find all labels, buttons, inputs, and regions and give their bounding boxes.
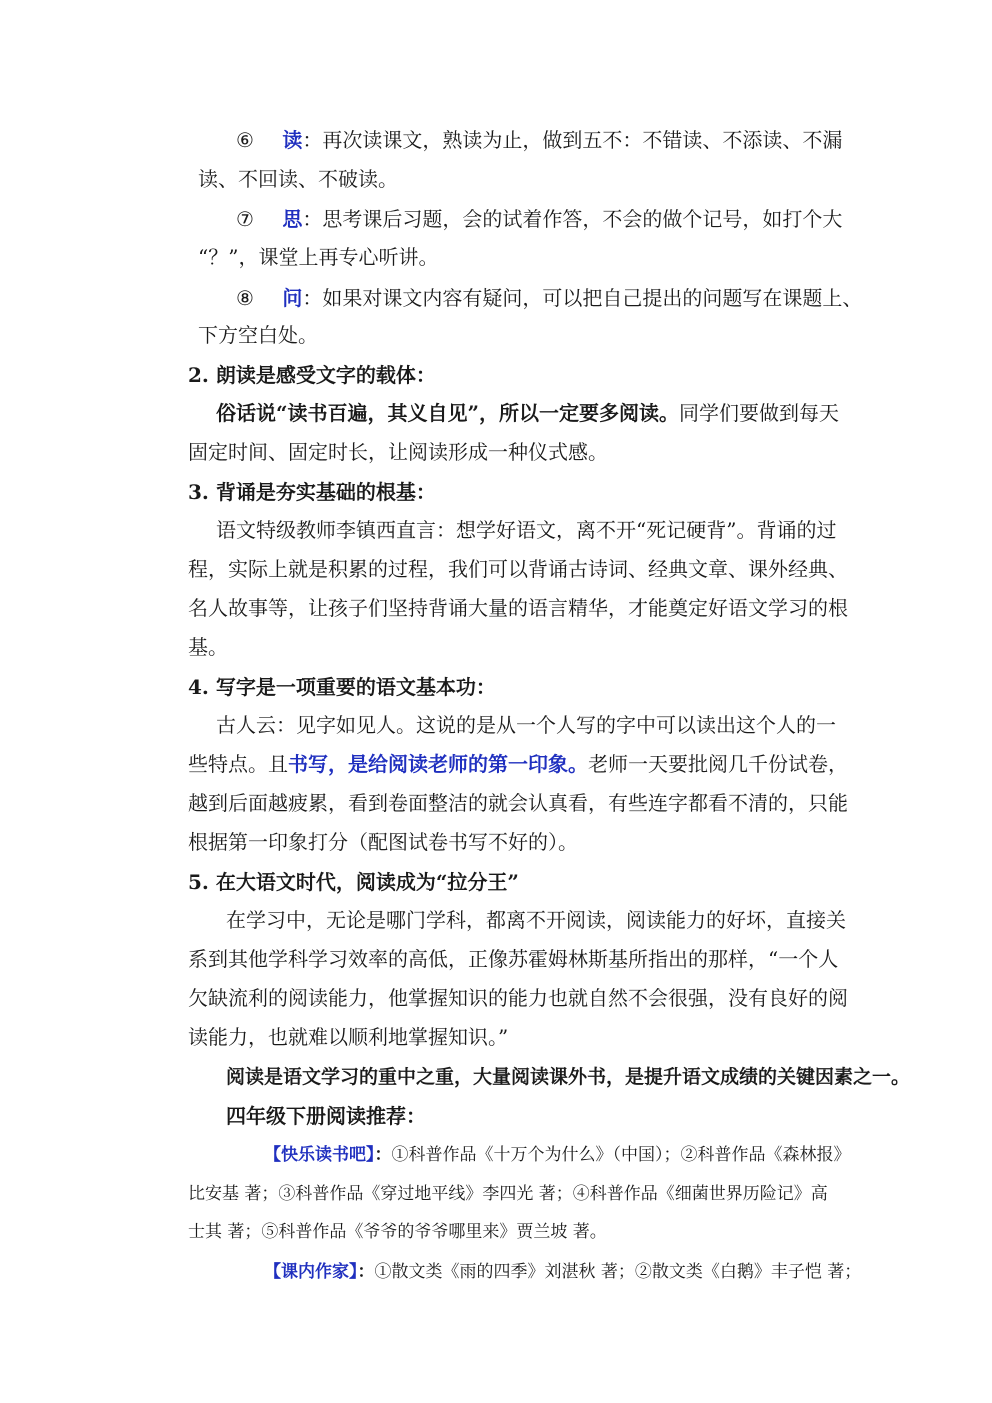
happy-reading-line-3: 士其 著；⑤科普作品《爷爷的爷爷哪里来》贾兰坡 著。: [188, 1222, 607, 1242]
section-5-line-2: 系到其他学科学习效率的高低，正像苏霍姆林斯基所指出的那样，“一个人: [188, 947, 839, 971]
item-6-line-1: ⑥ 读：再次读课文，熟读为止，做到五不：不错读、不添读、不漏: [236, 128, 843, 152]
item-7-keyword: 思: [282, 207, 303, 231]
item-6-line-2: 读、不回读、不破读。: [198, 167, 398, 191]
section-4-heading: 4. 写字是一项重要的语文基本功：: [188, 675, 496, 699]
reading-recommend-heading: 四年级下册阅读推荐：: [226, 1104, 426, 1128]
happy-reading-line-1: 【快乐读书吧】：①科普作品《十万个为什么》（中国）；②科普作品《森林报》: [264, 1145, 851, 1165]
section-5-line-1: 在学习中，无论是哪门学科，都离不开阅读，阅读能力的好坏，直接关: [226, 908, 846, 932]
section-3-line-4: 基。: [188, 635, 228, 659]
item-6-number: ⑥: [236, 128, 254, 152]
item-7-line-1: ⑦ 思：思考课后习题，会的试着作答，不会的做个记号，如打个大: [236, 207, 843, 231]
item-8-line-2: 下方空白处。: [198, 323, 318, 347]
section-3-line-1: 语文特级教师李镇西直言：想学好语文，离不开“死记硬背”。背诵的过: [216, 518, 837, 542]
item-7-text: 思考课后习题，会的试着作答，不会的做个记号，如打个大: [322, 207, 843, 231]
section-5-line-4: 读能力，也就难以顺利地掌握知识。”: [188, 1025, 509, 1049]
item-8-keyword: 问: [282, 286, 303, 310]
section-5-heading: 5. 在大语文时代，阅读成为“拉分王”: [188, 870, 519, 894]
section-5-line-3: 欠缺流利的阅读能力，他掌握知识的能力也就自然不会很强，没有良好的阅: [188, 986, 848, 1010]
section-2-line-1: 俗话说“读书百遍，其义自见”，所以一定要多阅读。同学们要做到每天: [216, 401, 840, 425]
item-8-text: 如果对课文内容有疑问，可以把自己提出的问题写在课题上、: [322, 286, 863, 310]
happy-reading-line-2: 比安基 著；③科普作品《穿过地平线》李四光 著；④科普作品《细菌世界历险记》高: [188, 1184, 828, 1204]
section-5-emphasis: 阅读是语文学习的重中之重，大量阅读课外书，是提升语文成绩的关键因素之一。: [226, 1066, 911, 1088]
item-8-line-1: ⑧ 问：如果对课文内容有疑问，可以把自己提出的问题写在课题上、: [236, 286, 863, 310]
item-8-number: ⑧: [236, 286, 254, 310]
section-4-line-3: 越到后面越疲累，看到卷面整洁的就会认真看，有些连字都看不清的，只能: [188, 791, 848, 815]
textbook-authors-line-1: 【课内作家】：①散文类《雨的四季》刘湛秋 著；②散文类《白鹅》丰子恺 著；: [264, 1262, 862, 1282]
item-7-number: ⑦: [236, 207, 254, 231]
section-3-line-2: 程，实际上就是积累的过程，我们可以背诵古诗词、经典文章、课外经典、: [188, 557, 848, 581]
section-4-line-4: 根据第一印象打分（配图试卷书写不好的）。: [188, 830, 578, 854]
item-7-line-2: “？”，课堂上再专心听讲。: [198, 245, 439, 269]
item-6-keyword: 读: [282, 128, 303, 152]
section-4-line-1: 古人云：见字如见人。这说的是从一个人写的字中可以读出这个人的一: [216, 713, 836, 737]
section-3-heading: 3. 背诵是夯实基础的根基：: [188, 480, 436, 504]
section-3-line-3: 名人故事等，让孩子们坚持背诵大量的语言精华，才能奠定好语文学习的根: [188, 596, 848, 620]
section-2-line-2: 固定时间、固定时长，让阅读形成一种仪式感。: [188, 440, 608, 464]
section-4-blue-emphasis: 书写，是给阅读老师的第一印象。: [288, 752, 588, 776]
happy-reading-tag: 【快乐读书吧】: [264, 1145, 375, 1165]
section-2-bold-quote: 俗话说“读书百遍，其义自见”，所以一定要多阅读。: [216, 401, 680, 425]
item-6-text: 再次读课文，熟读为止，做到五不：不错读、不添读、不漏: [322, 128, 843, 152]
section-4-line-2: 些特点。且书写，是给阅读老师的第一印象。老师一天要批阅几千份试卷，: [188, 752, 848, 776]
section-2-heading: 2. 朗读是感受文字的载体：: [188, 363, 436, 387]
textbook-authors-tag: 【课内作家】: [264, 1262, 358, 1282]
